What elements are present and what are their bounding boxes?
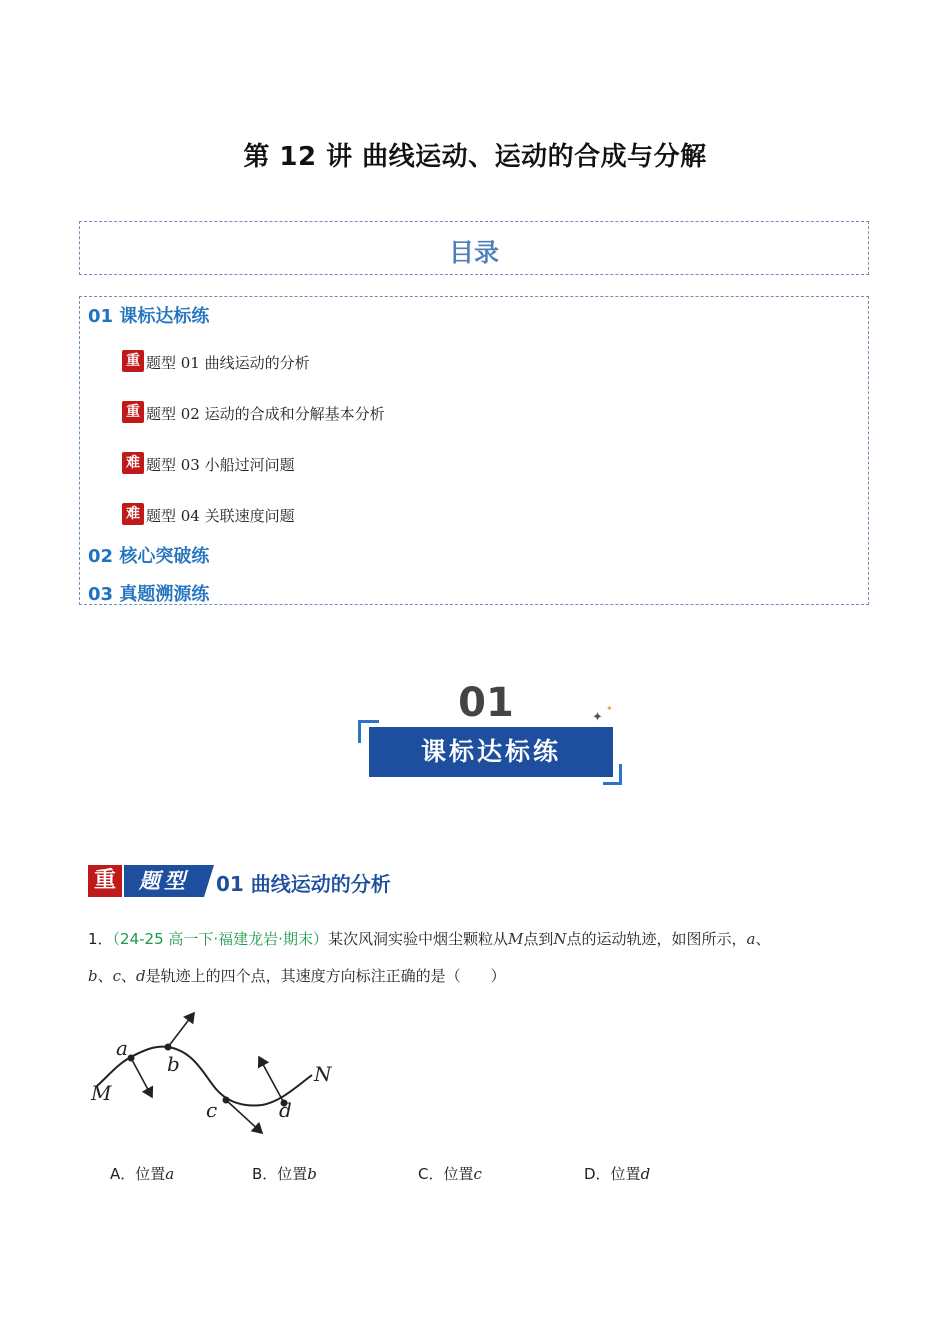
key-badge-icon: 重 — [122, 350, 144, 372]
toc-item-2[interactable] — [122, 401, 385, 423]
type-header-label: 01 曲线运动的分析 — [216, 872, 391, 896]
var-M: M — [507, 930, 524, 948]
toc-item-label: 题型 01 曲线运动的分析 — [146, 354, 310, 372]
section-banner-label: 课标达标练 — [420, 737, 561, 766]
question-source: （24-25 高一下·福建龙岩·期末） — [112, 930, 328, 948]
toc-heading: 目录 — [448, 238, 499, 267]
type-header — [88, 860, 508, 900]
toc-section-2[interactable]: 02 核心突破练 — [88, 546, 210, 567]
page-title: 第 12 讲 曲线运动、运动的合成与分解 — [243, 142, 707, 172]
option-c[interactable] — [418, 1163, 482, 1184]
key-badge-icon: 重 — [122, 401, 144, 423]
question-text: 是轨迹上的四个点，其速度方向标注正确的是（ ） — [145, 967, 506, 985]
toc-item-4[interactable] — [122, 503, 295, 525]
question-text: 某次风洞实验中烟尘颗粒从 — [327, 930, 508, 948]
label-M: M — [91, 1081, 112, 1105]
sparkle-icon: ✦ — [592, 710, 603, 725]
option-label: C．位置 — [418, 1165, 474, 1183]
label-N: N — [314, 1062, 332, 1086]
key-badge-icon: 重 — [88, 865, 122, 897]
option-b[interactable] — [252, 1163, 317, 1184]
question-text: 点到 — [523, 930, 554, 948]
hard-badge-icon: 难 — [122, 503, 144, 525]
separator: 、 — [121, 967, 137, 985]
sparkle-icon: ✦ — [606, 704, 613, 713]
option-d[interactable] — [584, 1163, 650, 1184]
option-var: d — [640, 1165, 651, 1183]
option-var: a — [165, 1165, 175, 1183]
toc-item-label: 题型 04 关联速度问题 — [146, 507, 295, 525]
separator: 、 — [755, 930, 771, 948]
trajectory-figure — [84, 1005, 344, 1140]
label-a: a — [116, 1036, 128, 1060]
question-line-2 — [88, 965, 506, 987]
label-b: b — [167, 1052, 180, 1076]
option-var: c — [473, 1165, 482, 1183]
badge-tail — [204, 865, 214, 897]
var-d: d — [136, 967, 146, 985]
toc-item-label: 题型 03 小船过河问题 — [146, 456, 295, 474]
section-banner-bar — [369, 727, 613, 777]
velocity-arrow-a — [131, 1058, 152, 1097]
var-c: c — [112, 967, 122, 985]
section-banner — [355, 680, 625, 790]
label-d: d — [279, 1098, 292, 1122]
toc-section-3[interactable]: 03 真题溯源练 — [88, 584, 210, 605]
var-b: b — [88, 967, 98, 985]
option-label: B．位置 — [252, 1165, 308, 1183]
trajectory-curve — [96, 1047, 312, 1106]
option-var: b — [307, 1165, 317, 1183]
separator: 、 — [97, 967, 113, 985]
option-label: A．位置 — [110, 1165, 166, 1183]
option-label: D．位置 — [584, 1165, 641, 1183]
section-number: 01 — [458, 680, 514, 726]
question-line-1 — [88, 928, 770, 950]
hard-badge-icon: 难 — [122, 452, 144, 474]
toc-item-label: 题型 02 运动的合成和分解基本分析 — [146, 405, 385, 423]
toc-section-1[interactable]: 01 课标达标练 — [88, 306, 210, 327]
label-c: c — [206, 1098, 218, 1122]
toc-list — [79, 296, 869, 605]
option-a[interactable] — [110, 1163, 174, 1184]
var-a: a — [746, 930, 756, 948]
question-text: 点的运动轨迹，如图所示， — [566, 930, 747, 948]
velocity-arrow-d — [259, 1057, 284, 1103]
toc-item-1[interactable] — [122, 350, 310, 372]
toc-heading-box — [79, 221, 869, 275]
question-number: 1． — [88, 930, 113, 948]
type-badge: 题型 — [124, 865, 204, 897]
var-N: N — [553, 930, 567, 948]
toc-item-3[interactable] — [122, 452, 295, 474]
bracket-decoration — [603, 764, 622, 785]
velocity-arrow-b — [168, 1013, 194, 1047]
